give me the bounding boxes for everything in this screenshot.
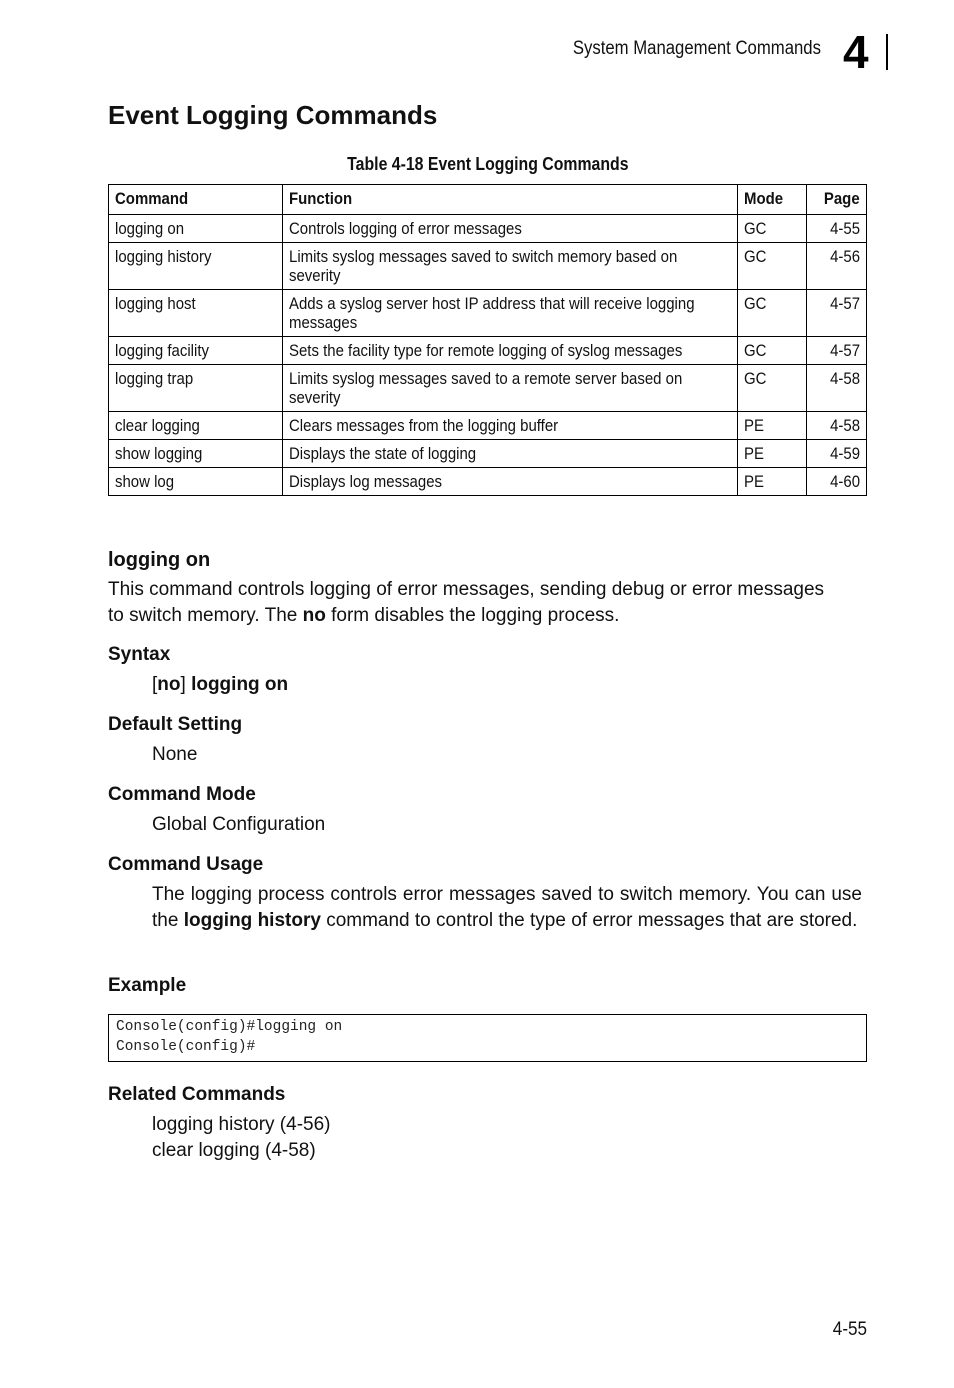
cell-command: logging host xyxy=(109,290,283,337)
header-mode: Mode xyxy=(738,185,807,215)
syntax-line: [no] logging on xyxy=(152,674,289,695)
cell-function: Displays the state of logging xyxy=(282,440,737,468)
cell-command: logging trap xyxy=(109,365,283,412)
cell-page: 4-59 xyxy=(807,440,867,468)
cell-mode: GC xyxy=(738,243,807,290)
related-command-link[interactable]: logging history (4-56) xyxy=(152,1114,331,1135)
cell-function: Limits syslog messages saved to a remote server based on severity xyxy=(282,365,737,412)
command-mode-value: Global Configuration xyxy=(152,814,326,835)
related-commands-heading: Related Commands xyxy=(108,1084,286,1105)
cell-function: Controls logging of error messages xyxy=(282,215,737,243)
cell-mode: PE xyxy=(738,468,807,496)
syntax-heading: Syntax xyxy=(108,644,171,665)
running-title: System Management Commands xyxy=(572,38,821,59)
cell-command: show log xyxy=(109,468,283,496)
cell-function: Sets the facility type for remote logging of syslog messages xyxy=(282,337,737,365)
table-row xyxy=(109,440,867,468)
cell-mode: PE xyxy=(738,440,807,468)
cell-function: Limits syslog messages saved to switch memory based on severity xyxy=(282,243,737,290)
cell-page: 4-57 xyxy=(807,290,867,337)
cell-mode: GC xyxy=(738,365,807,412)
command-description: This command controls logging of error messages, sending debug or error messages to switch memory. The no form disables the logging process. xyxy=(108,579,825,626)
cell-command: logging facility xyxy=(109,337,283,365)
cell-mode: PE xyxy=(738,412,807,440)
cell-page: 4-56 xyxy=(807,243,867,290)
cell-function: Displays log messages xyxy=(282,468,737,496)
example-code-block xyxy=(108,1014,867,1062)
code-line: Console(config)#logging on xyxy=(116,1019,343,1035)
cell-mode: GC xyxy=(738,290,807,337)
table-row xyxy=(109,337,867,365)
table-row xyxy=(109,365,867,412)
chapter-marker-bar xyxy=(886,34,888,70)
cell-mode: GC xyxy=(738,337,807,365)
table-row xyxy=(109,412,867,440)
table-row xyxy=(109,243,867,290)
default-setting-heading: Default Setting xyxy=(108,714,243,735)
cell-page: 4-58 xyxy=(807,412,867,440)
cell-page: 4-55 xyxy=(807,215,867,243)
table-header-row xyxy=(109,185,867,215)
command-title: logging on xyxy=(108,549,211,571)
cell-page: 4-60 xyxy=(807,468,867,496)
cell-page: 4-57 xyxy=(807,337,867,365)
cell-command: logging history xyxy=(109,243,283,290)
cell-command: logging on xyxy=(109,215,283,243)
chapter-number: 4 xyxy=(843,26,869,78)
section-title: Event Logging Commands xyxy=(108,100,438,130)
cell-command: clear logging xyxy=(109,412,283,440)
table-row xyxy=(109,215,867,243)
cell-function: Adds a syslog server host IP address that will receive logging messages xyxy=(282,290,737,337)
cell-mode: GC xyxy=(738,215,807,243)
cell-command: show logging xyxy=(109,440,283,468)
table-caption: Table 4-18 Event Logging Commands xyxy=(347,154,629,174)
header-function: Function xyxy=(282,185,737,215)
header-page: Page xyxy=(807,185,867,215)
cell-function: Clears messages from the logging buffer xyxy=(282,412,737,440)
related-command-link[interactable]: clear logging (4-58) xyxy=(152,1140,316,1161)
command-mode-heading: Command Mode xyxy=(108,784,256,805)
table-row xyxy=(109,468,867,496)
code-line: Console(config)# xyxy=(116,1039,256,1055)
command-usage-text: The logging process controls error messages saved to switch memory. You can use the logging history command to control the type of error messages that are stored. xyxy=(152,884,862,931)
default-setting-value: None xyxy=(152,744,198,765)
example-heading: Example xyxy=(108,975,187,996)
command-usage-heading: Command Usage xyxy=(108,854,264,875)
header-command: Command xyxy=(109,185,283,215)
page-number: 4-55 xyxy=(832,1319,867,1340)
event-logging-table xyxy=(108,184,867,496)
table-row xyxy=(109,290,867,337)
cell-page: 4-58 xyxy=(807,365,867,412)
